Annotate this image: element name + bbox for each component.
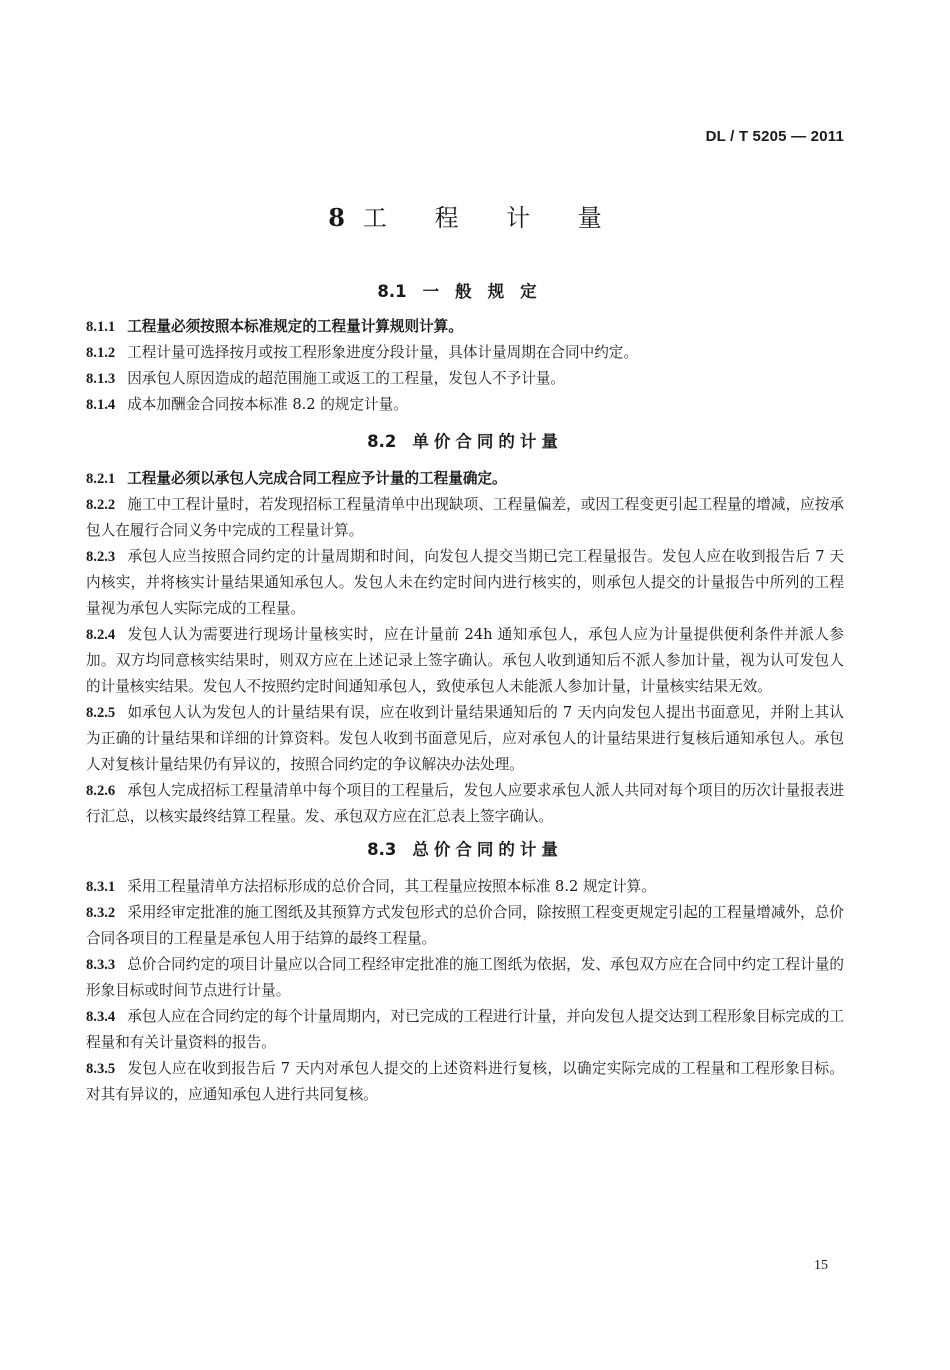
clause-number: 8.2.3: [86, 549, 116, 565]
clause-text: 工程量必须按照本标准规定的工程量计算规则计算。: [127, 318, 463, 335]
clause-number: 8.1.3: [86, 371, 116, 387]
clause-8-1-4: [86, 392, 844, 418]
clause-number: 8.3.5: [86, 1061, 116, 1077]
clause-8-1-3: [86, 366, 844, 392]
clause-text: 如承包人认为发包人的计量结果有误，应在收到计量结果通知后的 7 天内向发包人提出书面意见，并附上其认为正确的计量结果和详细的计算资料。发包人收到书面意见后，应对承包人的计量结果进行复核后通知承包人。承包人对复核计量结果仍有异议的，按照合同约定的争议解决办法处理。: [86, 704, 844, 773]
clause-number: 8.2.2: [86, 497, 116, 513]
section-number: 8.1: [377, 282, 407, 301]
section-title: 单价合同的计量: [412, 432, 563, 451]
clause-text: 承包人应在合同约定的每个计量周期内，对已完成的工程进行计量，并向发包人提交达到工程形象目标完成的工程量和有关计量资料的报告。: [86, 1008, 844, 1051]
section-number: 8.2: [367, 432, 397, 451]
clause-number: 8.2.1: [86, 471, 116, 487]
clause-text: 施工中工程计量时，若发现招标工程量清单中出现缺项、工程量偏差，或因工程变更引起工程量的增减，应按承包人在履行合同义务中完成的工程量计算。: [86, 496, 844, 539]
section-heading-8-1: [86, 276, 844, 314]
clause-8-3-4: [86, 1004, 844, 1056]
clause-text: 发包人应在收到报告后 7 天内对承包人提交的上述资料进行复核，以确定实际完成的工程量和工程形象目标。对其有异议的，应通知承包人进行共同复核。: [86, 1060, 844, 1103]
clause-8-3-1: [86, 874, 844, 900]
clause-number: 8.1.2: [86, 345, 116, 361]
clause-8-3-2: [86, 900, 844, 952]
clause-text: 因承包人原因造成的超范围施工或返工的工程量，发包人不予计量。: [127, 370, 566, 387]
clause-8-2-4: [86, 622, 844, 700]
section-heading-8-2: [86, 428, 844, 466]
clause-8-2-6: [86, 778, 844, 830]
clause-number: 8.2.6: [86, 783, 116, 799]
clause-text: 工程计量可选择按月或按工程形象进度分段计量，具体计量周期在合同中约定。: [127, 344, 638, 361]
document-body: [86, 276, 844, 1108]
clause-number: 8.2.5: [86, 705, 116, 721]
clause-text: 承包人应当按照合同约定的计量周期和时间，向发包人提交当期已完工程量报告。发包人应在收到报告后 7 天内核实，并将核实计量结果通知承包人。发包人未在约定时间内进行核实的，则承包人提交的计量报告中所列的工程量视为承包人实际完成的工程量。: [86, 548, 844, 617]
clause-number: 8.1.1: [86, 319, 116, 335]
clause-8-3-5: [86, 1056, 844, 1108]
chapter-name: 工 程 计 量: [362, 204, 622, 232]
section-number: 8.3: [367, 840, 397, 859]
clause-8-3-3: [86, 952, 844, 1004]
clause-number: 8.3.1: [86, 879, 116, 895]
clause-text: 采用经审定批准的施工图纸及其预算方式发包形式的总价合同，除按照工程变更规定引起的工程量增减外，总价合同各项目的工程量是承包人用于结算的最终工程量。: [86, 904, 844, 947]
clause-text: 发包人认为需要进行现场计量核实时，应在计量前 24h 通知承包人，承包人应为计量提供便利条件并派人参加。双方均同意核实结果时，则双方应在上述记录上签字确认。承包人收到通知后不派人参加计量，视为认可发包人的计量核实结果。发包人不按照约定时间通知承包人，致使承包人未能派人参加计量，计量核实结果无效。: [86, 626, 844, 695]
clause-number: 8.3.3: [86, 957, 116, 973]
chapter-number: 8: [328, 203, 345, 232]
clause-8-1-2: [86, 340, 844, 366]
clause-8-1-1: [86, 314, 844, 340]
clause-8-2-3: [86, 544, 844, 622]
standard-code: DL / T 5205 — 2011: [705, 128, 844, 145]
clause-8-2-2: [86, 492, 844, 544]
clause-text: 成本加酬金合同按本标准 8.2 的规定计量。: [127, 396, 408, 413]
clause-text: 采用工程量清单方法招标形成的总价合同，其工程量应按照本标准 8.2 规定计算。: [127, 878, 656, 895]
clause-text: 承包人完成招标工程量清单中每个项目的工程量后，发包人应要求承包人派人共同对每个项目的历次计量报表进行汇总，以核实最终结算工程量。发、承包双方应在汇总表上签字确认。: [86, 782, 844, 825]
clause-number: 8.2.4: [86, 627, 116, 643]
clause-text: 工程量必须以承包人完成合同工程应予计量的工程量确定。: [127, 470, 507, 487]
section-title: 总价合同的计量: [412, 840, 563, 859]
clause-number: 8.3.2: [86, 905, 116, 921]
clause-number: 8.1.4: [86, 397, 116, 413]
section-heading-8-3: [86, 836, 844, 874]
chapter-title: [0, 198, 950, 233]
page-number: 15: [814, 1258, 828, 1273]
section-title: 一般规定: [422, 282, 553, 301]
clause-8-2-5: [86, 700, 844, 778]
clause-text: 总价合同约定的项目计量应以合同工程经审定批准的施工图纸为依据，发、承包双方应在合同中约定工程计量的形象目标或时间节点进行计量。: [86, 956, 844, 999]
clause-8-2-1: [86, 466, 844, 492]
clause-number: 8.3.4: [86, 1009, 116, 1025]
